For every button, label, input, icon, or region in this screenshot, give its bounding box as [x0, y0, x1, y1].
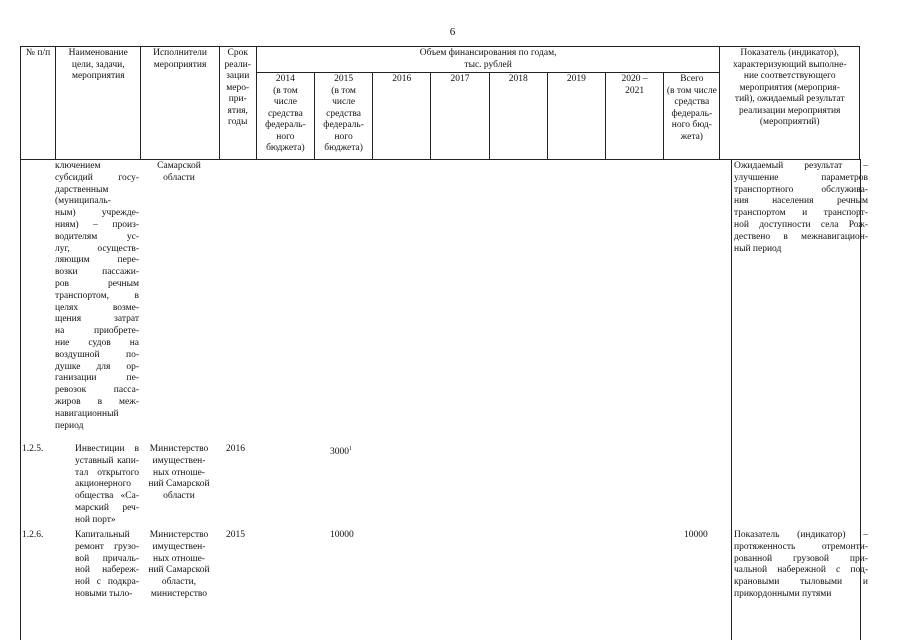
header-year-2015: [315, 73, 373, 160]
row-executor-line: Министерство: [149, 530, 209, 540]
continuation-name-line: луг, осуществ-: [55, 243, 139, 254]
header-term-line: ятия,: [227, 105, 248, 116]
header-year-line: средства: [267, 108, 303, 119]
row-executor-line: ний Самарской: [148, 565, 210, 576]
continuation-indicator-line: улучшение параметров: [734, 172, 868, 183]
header-year-2018: [489, 73, 547, 160]
continuation-name-line: дарственным: [55, 184, 109, 195]
header-term-line: годы: [228, 117, 248, 127]
row-indicator-line: протяженность отремонти-: [734, 541, 868, 552]
row-1-2-5-name: [75, 444, 139, 527]
row-name-line: Капитальный: [75, 530, 130, 540]
continuation-name-line: транспортом, в: [55, 290, 139, 301]
row-name-line: ремонт грузо-: [75, 541, 139, 552]
continuation-name-line: ревозок пасса-: [55, 385, 139, 396]
continuation-indicator-line: транспортного обслужива-: [734, 184, 868, 195]
continuation-name-line: ключением: [55, 161, 101, 171]
continuation-name-line: ляющим пере-: [55, 255, 139, 266]
header-year-line: (в том: [273, 85, 298, 96]
row-1-2-6-num: 1.2.6.: [22, 530, 44, 540]
continuation-name-line: ным) учрежде-: [55, 208, 139, 219]
continuation-name-line: жиров в меж-: [55, 396, 139, 407]
row-1-2-6-term: 2015: [226, 530, 245, 540]
header-year-line: 2016: [392, 74, 412, 84]
row-1-2-6-total: 10000: [684, 530, 708, 540]
header-year-line: ного: [276, 131, 295, 142]
header-indicator-line: Показатель (индикатор),: [740, 48, 840, 58]
continuation-executor-line: области: [163, 172, 195, 183]
continuation-indicator-line: ный период: [734, 243, 782, 254]
row-name-line: тал открытого: [75, 467, 139, 478]
header-year-line: жета): [680, 131, 703, 142]
row-executor-line: ных отноше-: [153, 553, 205, 564]
row-name-line: акционерного: [75, 479, 132, 490]
row-name-line: ной набереж-: [75, 565, 139, 576]
row-name-line: марский реч-: [75, 502, 139, 513]
continuation-name-line: возки пассажи-: [55, 267, 139, 278]
continuation-name-line: период: [55, 420, 84, 431]
row-indicator-line: прикордонными путями: [734, 588, 832, 599]
continuation-name-line: ниям) – произ-: [55, 219, 139, 230]
continuation-indicator: [734, 161, 868, 255]
header-indicator-line: (мероприятий): [759, 117, 820, 127]
header-year-line: 2017: [450, 74, 470, 84]
header-year-2014: [256, 73, 314, 160]
continuation-executor: [140, 161, 218, 185]
header-executors: Исполнители мероприятия: [141, 47, 219, 160]
row-executor-line: области: [163, 491, 195, 502]
continuation-name-line: субсидий госу-: [55, 172, 139, 183]
header-indicator-line: ние соответствующего: [743, 71, 836, 81]
header-year-line: 2014: [275, 74, 295, 84]
header-term: [219, 47, 256, 160]
row-name-line: общества «Са-: [75, 491, 139, 502]
table-body: [20, 159, 880, 640]
header-year-line: бюджета): [266, 143, 305, 153]
header-year-line: средства: [326, 108, 362, 119]
header-year-line: числе: [332, 97, 356, 107]
continuation-executor-line: Самарской: [157, 161, 201, 171]
header-year-2019: [547, 73, 605, 160]
header-financing: Объем финансирования по годам, тыс. рублей: [256, 47, 720, 73]
row-executor-line: ных отноше-: [153, 467, 205, 478]
header-year-line: 2015: [334, 74, 354, 84]
row-1-2-5-num: 1.2.5.: [22, 444, 44, 454]
continuation-name-line: душке для ор-: [55, 361, 139, 372]
header-year-line: 2020 –: [621, 74, 648, 84]
header-indicator: [720, 47, 860, 160]
header-indicator-line: характеризующий выполне-: [732, 59, 847, 70]
continuation-name-line: ние судов на: [55, 337, 139, 348]
row-executor-line: Министерство: [149, 444, 209, 454]
row-executor-line: министерство: [150, 588, 208, 599]
row-executor-line: ний Самарской: [148, 479, 210, 490]
continuation-name-line: (муниципаль-: [55, 196, 111, 207]
header-term-line: реали-: [224, 59, 251, 70]
row-name-line: вой причаль-: [75, 553, 139, 564]
row-indicator-line: крановыми тыловыми и: [734, 577, 868, 588]
header-year-line: федераль-: [265, 120, 306, 130]
row-executor-line: имуществен-: [152, 455, 206, 466]
header-name: Наименование цели, задачи, мероприятия: [56, 47, 141, 160]
row-name-line: уставный капи-: [75, 455, 139, 466]
continuation-name-line: навигационный: [55, 408, 119, 419]
header-num: № п/п: [21, 47, 56, 160]
header-year-line: федераль-: [671, 108, 713, 119]
continuation-indicator-line: ной доступности села Рож-: [734, 219, 868, 230]
page-number: 6: [449, 26, 456, 38]
row-indicator-line: рованной грузовой при-: [734, 553, 868, 564]
header-year-line: средства: [674, 97, 710, 107]
continuation-name: [55, 161, 139, 432]
row-1-2-6-executor: [140, 530, 218, 601]
header-year-line: ного бюд-: [671, 120, 712, 130]
header-year-line: федераль-: [323, 120, 364, 130]
financing-table-header: [20, 46, 860, 160]
header-term-line: зации: [226, 71, 250, 81]
header-year-line: числе: [273, 97, 297, 107]
continuation-indicator-line: Ожидаемый результат –: [734, 161, 868, 171]
left-border: [20, 159, 21, 640]
header-year-line: 2019: [566, 74, 586, 84]
row-1-2-5-executor: [140, 444, 218, 503]
row-indicator-line: Показатель (индикатор) –: [734, 530, 868, 540]
row-1-2-5-amount-2015: 3000$^1$: [330, 446, 352, 458]
continuation-name-line: водителям ус-: [55, 231, 139, 242]
continuation-name-line: ров речным: [55, 278, 139, 289]
header-year-2017: [431, 73, 489, 160]
header-year-line: Всего: [680, 74, 704, 84]
continuation-name-line: ганизации пе-: [55, 373, 139, 384]
header-indicator-line: тий), ожидаемый результат: [734, 94, 845, 104]
row-indicator-line: чальной набережной с под-: [734, 565, 868, 576]
header-year-line: (в том числе: [666, 85, 717, 96]
header-term-line: меро-: [226, 82, 250, 93]
header-term-line: Срок: [227, 48, 248, 58]
continuation-name-line: щения затрат: [55, 314, 139, 325]
row-1-2-6-amount-2015: 10000: [330, 530, 354, 540]
header-year-line: (в том: [331, 85, 356, 96]
header-term-line: при-: [228, 94, 247, 104]
row-executor-line: имуществен-: [152, 541, 206, 552]
row-executor-line: области,: [161, 577, 197, 588]
header-year-line: бюджета): [324, 143, 363, 153]
row-1-2-6-indicator: [734, 530, 868, 601]
row-name-line: Инвестиции в: [75, 444, 139, 454]
continuation-indicator-line: ния населения речным: [734, 196, 868, 207]
row-name-line: новыми тыло-: [75, 588, 133, 599]
continuation-name-line: воздушной по-: [55, 349, 139, 360]
continuation-name-line: на приобрете-: [55, 326, 139, 337]
row-1-2-6-name: [75, 530, 139, 601]
header-year-line: 2018: [508, 74, 528, 84]
row-name-line: ной с подкра-: [75, 577, 139, 588]
continuation-name-line: целях возме-: [55, 302, 139, 313]
indicator-separator: [731, 159, 732, 640]
row-1-2-5-term: 2016: [226, 444, 245, 454]
header-year-line: ного: [334, 131, 353, 142]
header-year-2020-2021: [606, 73, 664, 160]
header-year-2016: [373, 73, 431, 160]
row-name-line: ной порт»: [75, 514, 116, 525]
continuation-indicator-line: дествено в межнавигацион-: [734, 231, 868, 242]
header-year-line: 2021: [625, 85, 645, 96]
continuation-indicator-line: транспортом и транспорт-: [734, 208, 868, 219]
header-total: [664, 73, 720, 160]
header-indicator-line: реализации мероприятия: [739, 105, 841, 116]
header-indicator-line: мероприятия (мероприя-: [739, 82, 840, 93]
